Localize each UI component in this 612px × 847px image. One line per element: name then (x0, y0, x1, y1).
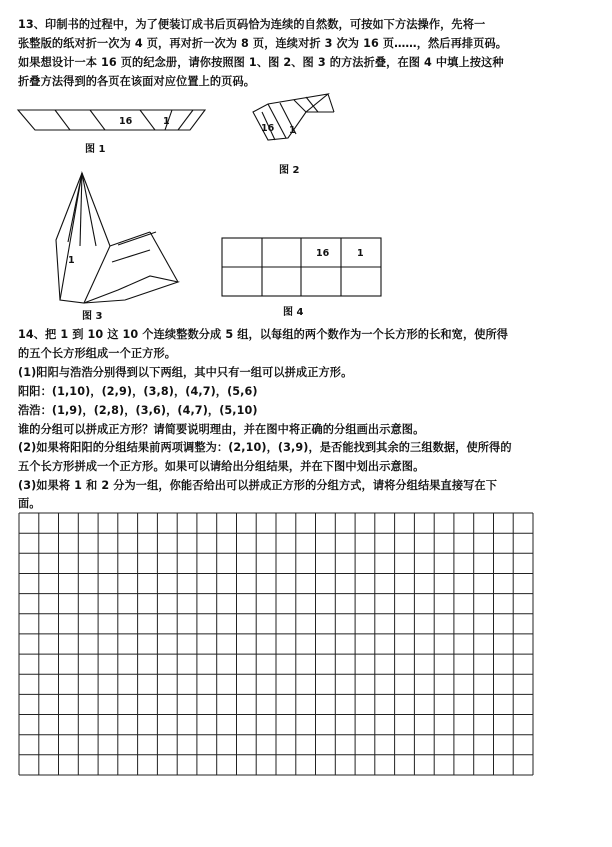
q13-line-4: 折叠方法得到的各页在该面对应位置上的页码。 (18, 75, 256, 88)
q14-haohao-groups: 浩浩：(1,9)，(2,8)，(3,6)，(4,7)，(5,10) (18, 404, 258, 417)
q14-intro-1: 14、把 1 到 10 这 10 个连续整数分成 5 组，以每组的两个数作为一个长方形的长和宽，使所得 (18, 328, 509, 341)
q14-part2-line-1: (2)如果将阳阳的分组结果前两项调整为：(2,10)，(3,9)，是否能找到其余的三组数据，使所得的 (18, 441, 512, 454)
fig1-label-16: 16 (119, 116, 133, 127)
q14-part1: (1)阳阳与浩浩分别得到以下两组，其中只有一组可以拼成正方形。 (18, 366, 353, 379)
q14-part3-line-1: (3)如果将 1 和 2 分为一组，你能否给出可以拼成正方形的分组方式，请将分组结果直接写在下 (18, 479, 497, 492)
q13-line-2: 张整版的纸对折一次为 4 页，再对折一次为 8 页，连续对折 3 次为 16 页……，然后再排页码。 (18, 37, 508, 50)
fig1-caption: 图 1 (85, 144, 106, 155)
fig4-caption: 图 4 (283, 307, 304, 318)
fig2-caption: 图 2 (279, 165, 300, 176)
fig4-cell-0-3: 16 (316, 248, 330, 259)
q14-part3-line-2: 面。 (18, 497, 41, 510)
fig3-label-1: 1 (68, 255, 75, 266)
q14-intro-2: 的五个长方形组成一个正方形。 (18, 347, 177, 360)
fig4-cell-0-4: 1 (357, 248, 364, 259)
q14-part2-line-2: 五个长方形拼成一个正方形。如果可以请给出分组结果，并在下图中划出示意图。 (18, 460, 425, 473)
q14-yangyang-groups: 阳阳：(1,10)，(2,9)，(3,8)，(4,7)，(5,6) (18, 385, 258, 398)
q13-line-3: 如果想设计一本 16 页的纪念册，请你按照图 1、图 2、图 3 的方法折叠，在图 4 中填上按这种 (18, 56, 504, 69)
fig2-label-1: 1 (289, 125, 296, 136)
q13-line-1: 13、印制书的过程中，为了便装订成书后页码恰为连续的自然数，可按如下方法操作，先将一 (18, 18, 486, 31)
q14-part1-question: 谁的分组可以拼成正方形？请简要说明理由，并在图中将正确的分组画出示意图。 (18, 423, 425, 436)
fig2-label-16: 16 (261, 123, 275, 134)
fig3-caption: 图 3 (82, 311, 103, 322)
fig1-label-1: 1 (163, 116, 170, 127)
